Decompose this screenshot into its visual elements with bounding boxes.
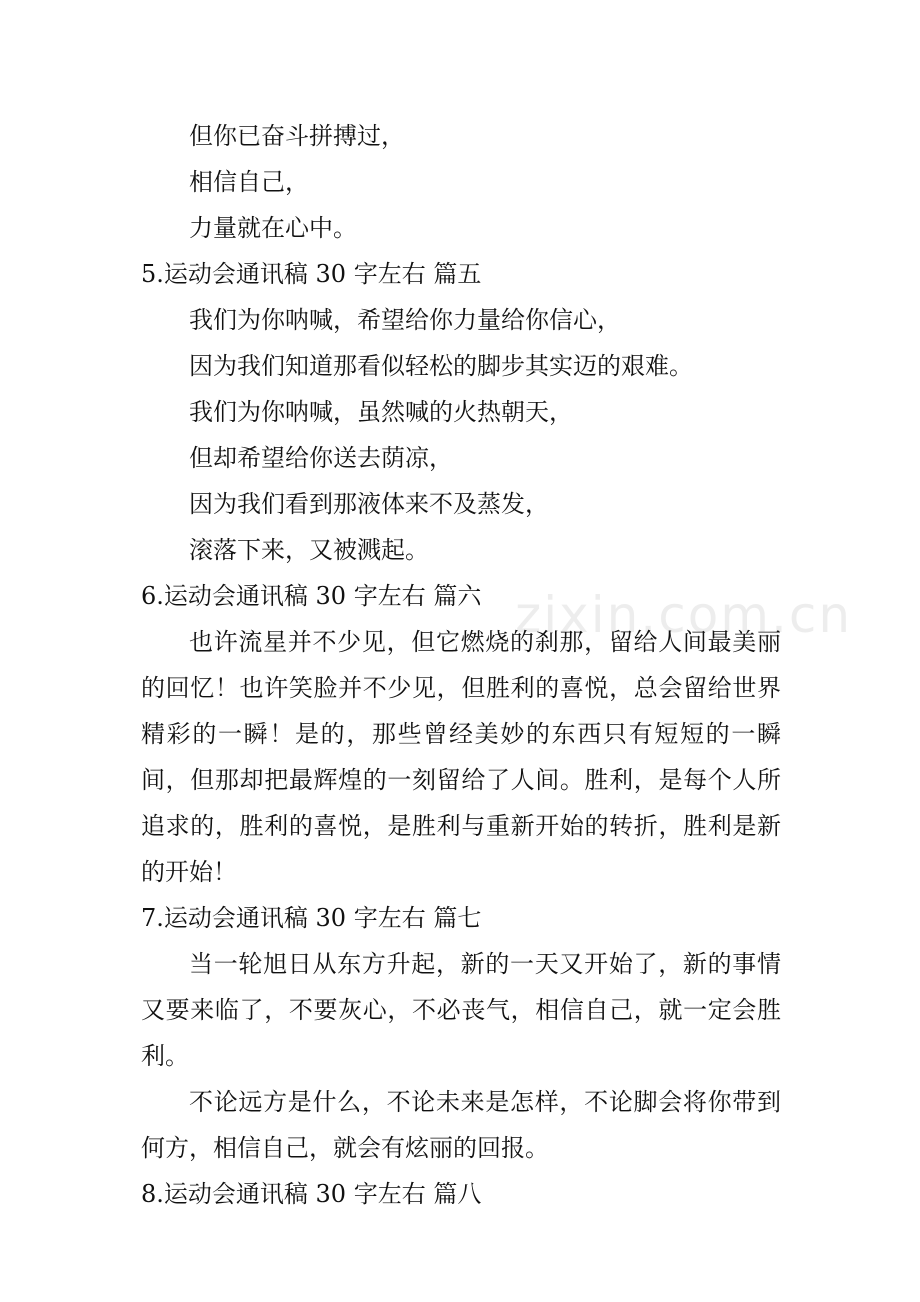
section-heading: 5.运动会通讯稿 30 字左右 篇五 <box>141 260 482 288</box>
section-heading: 6.运动会通讯稿 30 字左右 篇六 <box>141 582 482 610</box>
body-paragraph: 当一轮旭日从东方升起，新的一天又开始了，新的事情又要来临了，不要灰心，不必丧气，相信自己，就一定会胜利。 <box>141 950 781 1070</box>
body-paragraph: 也许流星并不少见，但它燃烧的刹那，留给人间最美丽的回忆！也许笑脸并不少见，但胜利的喜悦，总会留给世界精彩的一瞬！是的，那些曾经美妙的东西只有短短的一瞬间，但那却把最辉煌的一刻留给了人间。胜利，是每个人所追求的，胜利的喜悦，是胜利与重新开始的转折，胜利是新的开始！ <box>141 628 781 886</box>
poem-line: 因为我们知道那看似轻松的脚步其实迈的艰难。 <box>189 352 693 380</box>
poem-line: 滚落下来，又被溅起。 <box>189 536 429 564</box>
watermark: zixin.com.cn <box>515 586 853 644</box>
poem-line: 力量就在心中。 <box>189 214 357 242</box>
poem-line: 但却希望给你送去荫凉， <box>189 444 453 472</box>
poem-line: 但你已奋斗拼搏过， <box>189 122 405 150</box>
poem-line: 我们为你呐喊，虽然喊的火热朝天， <box>189 398 573 426</box>
document-page <box>141 113 781 1217</box>
poem-line: 相信自己， <box>189 168 309 196</box>
body-paragraph: 不论远方是什么，不论未来是怎样，不论脚会将你带到何方，相信自己，就会有炫丽的回报。 <box>141 1088 781 1162</box>
section-heading: 8.运动会通讯稿 30 字左右 篇八 <box>141 1180 482 1208</box>
section-heading: 7.运动会通讯稿 30 字左右 篇七 <box>141 904 482 932</box>
poem-line: 因为我们看到那液体来不及蒸发， <box>189 490 549 518</box>
poem-line: 我们为你呐喊，希望给你力量给你信心， <box>189 306 621 334</box>
